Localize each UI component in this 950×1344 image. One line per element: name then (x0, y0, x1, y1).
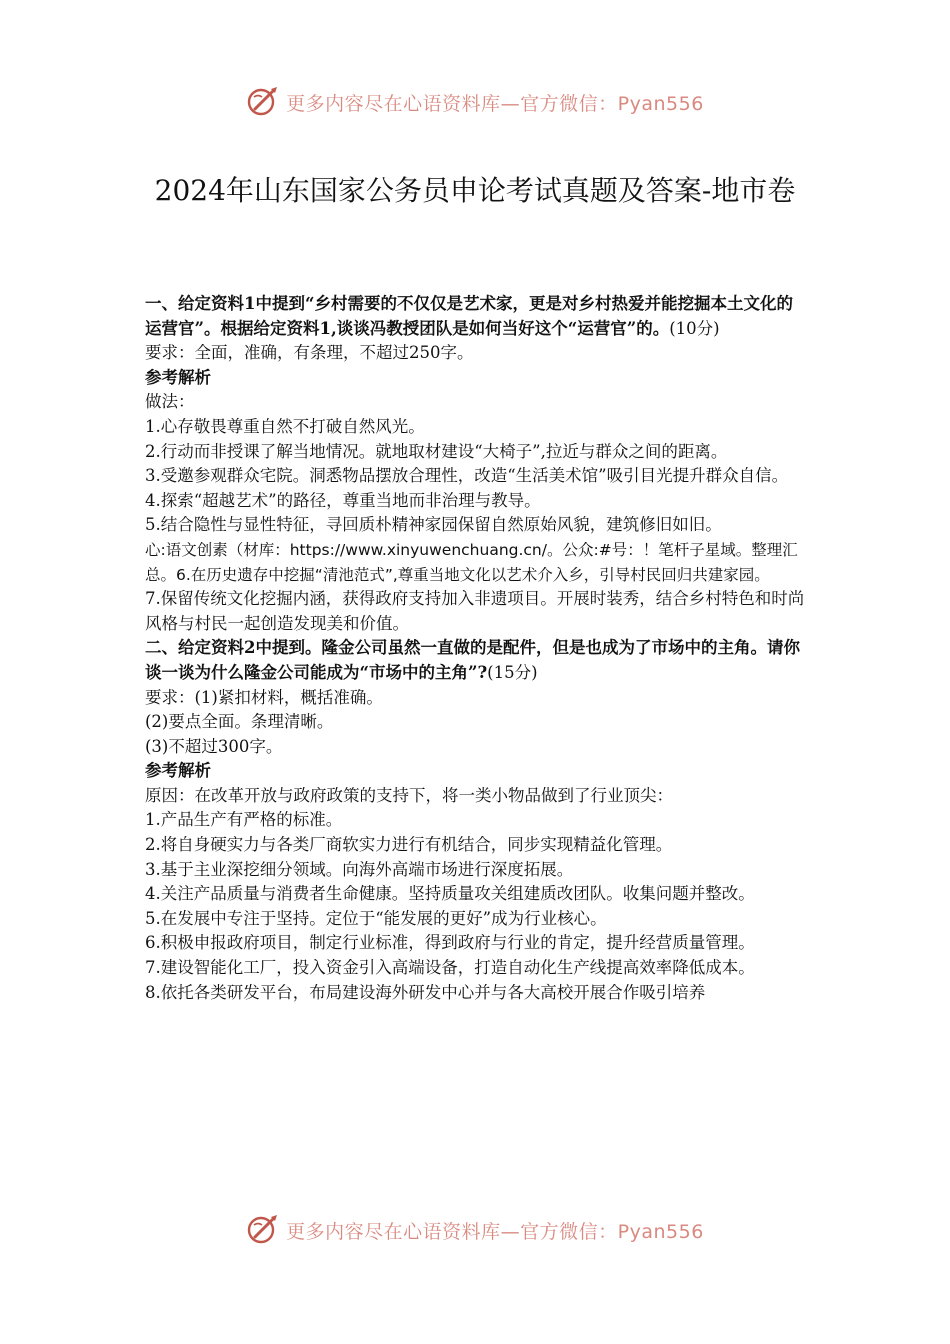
question-2-text: 二、给定资料2中提到。隆金公司虽然一直做的是配件，但是也成为了市场中的主角。请你谈一谈为什么隆金公司能成为“市场中的主角”? (145, 638, 800, 682)
document-body (145, 292, 807, 1005)
question-1-score: (10分) (669, 318, 720, 338)
answer-item: 5.结合隐性与显性特征，寻回质朴精神家园保留自然原始风貌，建筑修旧如旧。 (145, 515, 722, 535)
question-2-requirement: (3)不超过300字。 (145, 736, 283, 756)
answer-item: 1.心存敬畏尊重自然不打破自然风光。 (145, 416, 425, 436)
answer-item: 6.积极申报政府项目，制定行业标准，得到政府与行业的肯定，提升经营质量管理。 (145, 933, 755, 953)
answer-item: 7.保留传统文化挖掘内涵，获得政府支持加入非遗项目。开展时装秀，结合乡村特色和时尚风格与村民一起创造发现美和价值。 (145, 589, 805, 633)
answer-item: 7.建设智能化工厂，投入资金引入高端设备，打造自动化生产线提高效率降低成本。 (145, 958, 755, 978)
question-1-text: 一、给定资料1中提到“乡村需要的不仅仅是艺术家，更是对乡村热爱并能挖掘本土文化的运营官”。根据给定资料1,谈谈冯教授团队是如何当好这个“运营官”的。 (145, 294, 793, 338)
question-1-requirement: 要求：全面，准确，有条理，不超过250字。 (145, 343, 474, 363)
question-2 (145, 636, 807, 685)
watermark-note: 心:语文创素（材库：https://www.xinyuwenchuang.cn/。公众:#号：！笔杆子星域。整理汇总。6.在历史遗存中挖掘“清池范式”,尊重当地文化以艺术介入乡，引导村民回归共建家园。 (145, 540, 798, 584)
banner-text: 更多内容尽在心语资料库—官方微信：Pyan556 (286, 92, 704, 115)
answer-item: 2.行动而非授课了解当地情况。就地取材建设“大椅子”,拉近与群众之间的距离。 (145, 441, 728, 461)
method-label: 做法： (145, 392, 195, 412)
question-1 (145, 292, 807, 341)
banner-text: 更多内容尽在心语资料库—官方微信：Pyan556 (286, 1220, 704, 1243)
answer-item: 1.产品生产有严格的标准。 (145, 810, 343, 830)
answer-item: 4.探索“超越艺术”的路径，尊重当地而非治理与教导。 (145, 490, 541, 510)
question-2-score: (15分) (487, 662, 538, 682)
question-2-requirement: 要求：(1)紧扣材料，概括准确。 (145, 687, 383, 707)
answer-item: 2.将自身硬实力与各类厂商软实力进行有机结合，同步实现精益化管理。 (145, 835, 673, 855)
answer-item: 4.关注产品质量与消费者生命健康。坚持质量攻关组建质改团队。收集问题并整改。 (145, 884, 755, 904)
analysis-heading-2: 参考解析 (145, 761, 211, 781)
analysis-heading-1: 参考解析 (145, 367, 211, 387)
answer-item: 8.依托各类研发平台，布局建设海外研发中心并与各大高校开展合作吸引培养 (145, 982, 706, 1002)
pen-logo-icon (246, 1213, 280, 1247)
footer-banner (0, 1210, 950, 1250)
pen-logo-icon (246, 85, 280, 119)
document-title: 2024年山东国家公务员申论考试真题及答案-地市卷 (154, 173, 796, 207)
answer-item: 5.在发展中专注于坚持。定位于“能发展的更好”成为行业核心。 (145, 908, 607, 928)
question-2-requirement: (2)要点全面。条理清晰。 (145, 712, 334, 732)
answer-item: 3.受邀参观群众宅院。洞悉物品摆放合理性，改造“生活美术馆”吸引目光提升群众自信。 (145, 466, 789, 486)
header-banner (0, 82, 950, 122)
answer-item: 3.基于主业深挖细分领域。向海外高端市场进行深度拓展。 (145, 859, 574, 879)
reason-intro: 原因：在改革开放与政府政策的支持下，将一类小物品做到了行业顶尖： (145, 785, 673, 805)
